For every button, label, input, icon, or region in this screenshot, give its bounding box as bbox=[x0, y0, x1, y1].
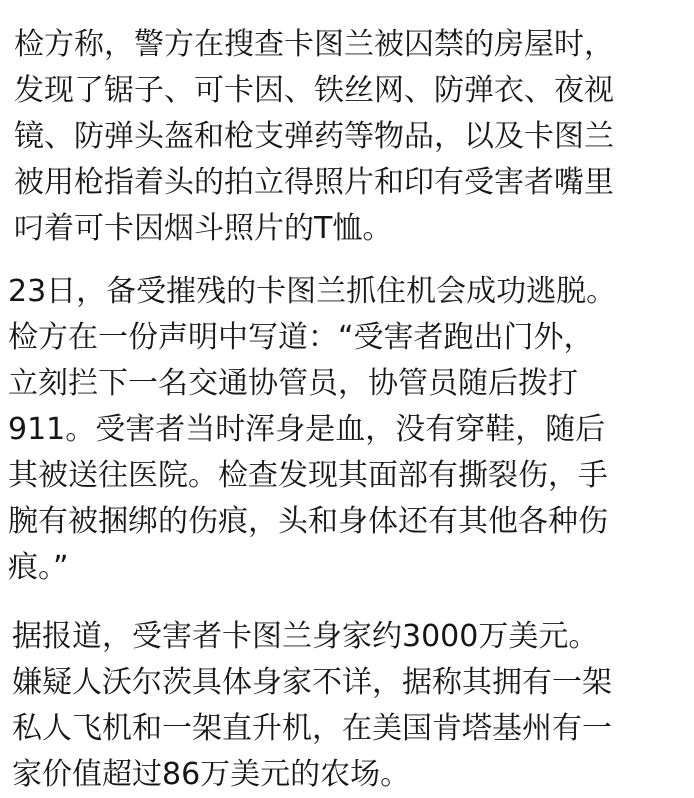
text-line: 被用枪指着头的拍立得照片和印有受害者嘴里 bbox=[14, 165, 614, 200]
paragraph-3 bbox=[12, 614, 612, 798]
text-line: 检方称，警方在搜查卡图兰被囚禁的房屋时， bbox=[14, 27, 614, 62]
paragraph-2 bbox=[8, 269, 616, 591]
text-line: 其被送往医院。检查发现其面部有撕裂伤，手 bbox=[8, 458, 608, 493]
text-line: 911。受害者当时浑身是血，没有穿鞋，随后 bbox=[8, 412, 606, 447]
text-line: 立刻拦下一名交通协管员，协管员随后拨打 bbox=[8, 366, 578, 401]
paragraph-1 bbox=[14, 22, 614, 252]
text-line: 检方在一份声明中写道：“受害者跑出门外， bbox=[8, 320, 594, 355]
text-line: 发现了锯子、可卡因、铁丝网、防弹衣、夜视 bbox=[14, 73, 614, 108]
text-line: 据报道，受害者卡图兰身家约3000万美元。 bbox=[12, 619, 599, 654]
text-line: 嫌疑人沃尔茨具体身家不详，据称其拥有一架 bbox=[12, 665, 612, 700]
text-line: 家价值超过86万美元的农场。 bbox=[12, 757, 411, 792]
text-line: 镜、防弹头盔和枪支弹药等物品，以及卡图兰 bbox=[14, 119, 614, 154]
text-line: 私人飞机和一架直升机，在美国肯塔基州有一 bbox=[12, 711, 612, 746]
text-line: 叼着可卡因烟斗照片的T恤。 bbox=[14, 211, 393, 246]
text-line: 痕。” bbox=[8, 550, 69, 585]
text-line: 23日，备受摧残的卡图兰抓住机会成功逃脱。 bbox=[8, 274, 617, 309]
text-line: 腕有被捆绑的伤痕，头和身体还有其他各种伤 bbox=[8, 504, 608, 539]
